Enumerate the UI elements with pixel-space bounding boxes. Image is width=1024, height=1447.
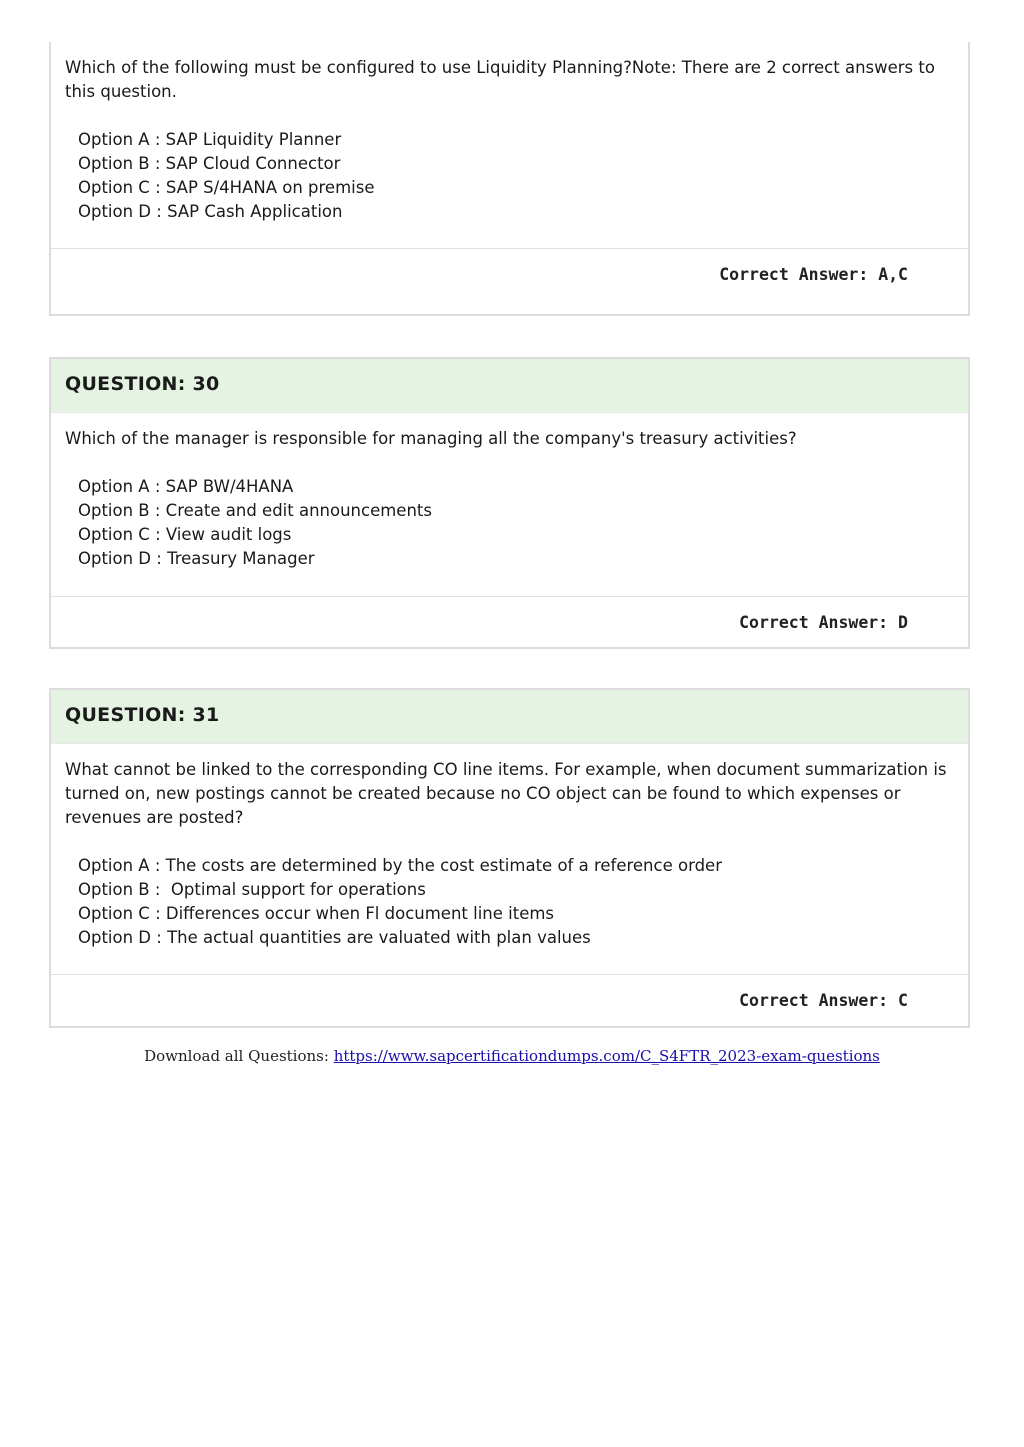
option-b: Option B : SAP Cloud Connector — [78, 154, 341, 173]
question-card-30 — [49, 357, 970, 649]
option-d: Option D : Treasury Manager — [78, 549, 315, 568]
correct-answer: Correct Answer: A,C — [719, 265, 908, 284]
question-text: Which of the manager is responsible for managing all the company's treasury activities? — [65, 429, 797, 448]
footer-label: Download all Questions: — [144, 1047, 334, 1065]
option-c: Option C : View audit logs — [78, 525, 292, 544]
option-c: Option C : Differences occur when Fl document line items — [78, 904, 555, 923]
correct-answer: Correct Answer: D — [739, 612, 908, 632]
question-card-31 — [49, 688, 970, 1028]
option-a: Option A : The costs are determined by the cost estimate of a reference order — [78, 856, 722, 875]
option-c: Option C : SAP S/4HANA on premise — [78, 178, 375, 197]
question-number: QUESTION: 31 — [65, 704, 220, 726]
question-body — [51, 413, 968, 596]
question-card-29 — [49, 42, 970, 316]
option-d: Option D : The actual quantities are valuated with plan values — [78, 928, 591, 947]
question-body — [51, 744, 968, 974]
correct-answer-row — [51, 596, 968, 647]
option-a: Option A : SAP Liquidity Planner — [78, 130, 342, 149]
question-text: Which of the following must be configured to use Liquidity Planning?Note: There are 2 correct answers to this question. — [65, 58, 935, 101]
option-a: Option A : SAP BW/4HANA — [78, 477, 294, 496]
options-list — [65, 854, 954, 950]
download-footer — [0, 1047, 1024, 1065]
question-body — [51, 42, 968, 248]
options-list — [65, 475, 954, 571]
question-title — [51, 690, 968, 744]
option-d: Option D : SAP Cash Application — [78, 202, 343, 221]
download-link[interactable]: https://www.sapcertificationdumps.com/C_S4FTR_2023-exam-questions — [333, 1047, 880, 1065]
question-title — [51, 359, 968, 413]
question-number: QUESTION: 30 — [65, 373, 220, 395]
options-list — [65, 128, 954, 224]
option-b: Option B : Optimal support for operations — [78, 880, 426, 899]
correct-answer-row — [51, 974, 968, 1025]
option-b: Option B : Create and edit announcements — [78, 501, 432, 520]
correct-answer-row — [51, 248, 968, 300]
correct-answer: Correct Answer: C — [739, 990, 908, 1010]
question-text: What cannot be linked to the corresponding CO line items. For example, when document summarization is turned on, new postings cannot be created because no CO object can be found to which expenses or revenues are posted? — [65, 760, 947, 827]
